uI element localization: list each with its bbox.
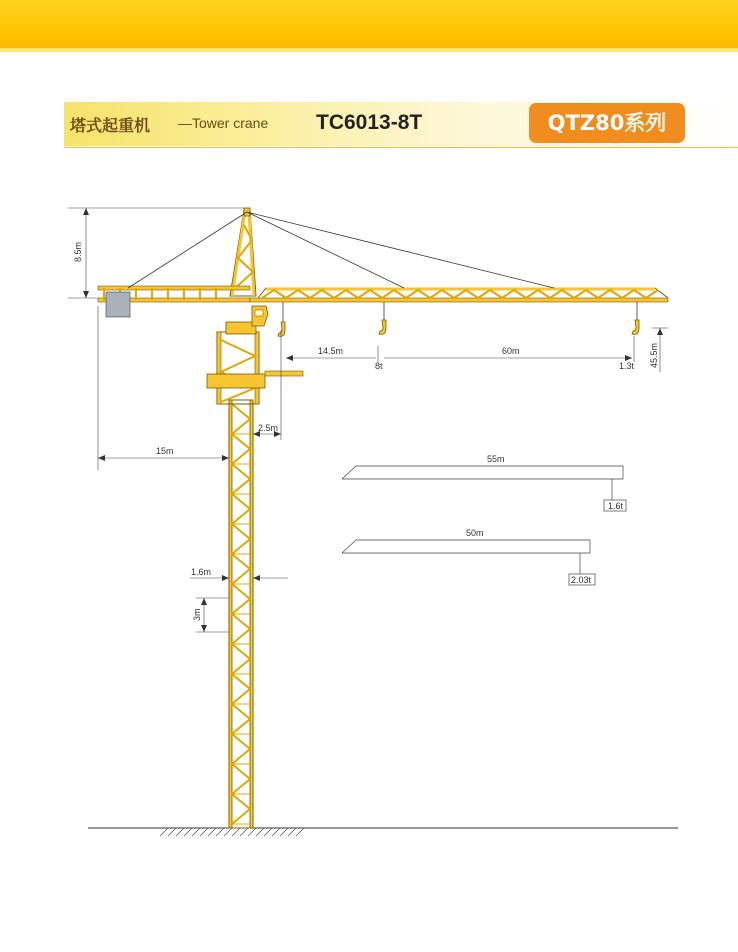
- alt-jib-55m-load: 1.6t: [608, 501, 624, 511]
- ground: [88, 828, 678, 836]
- hook-tip: [632, 302, 639, 334]
- counterweight: [106, 292, 130, 317]
- counter-jib: [98, 286, 250, 317]
- label-cab-offset: 2.5m: [258, 423, 279, 433]
- alt-jib-50m-load: 2.03t: [571, 575, 592, 585]
- hook-mid: [379, 302, 386, 334]
- series-badge: QTZ80系列: [529, 103, 685, 143]
- label-max-reach: 60m: [502, 346, 520, 356]
- model-number: TC6013-8T: [316, 111, 423, 134]
- climbing-frame: [207, 322, 303, 404]
- label-tip-load: 1.3t: [619, 361, 635, 371]
- dimension-arrows: [83, 208, 663, 632]
- tie-rods: [128, 212, 554, 288]
- title-english: —Tower crane: [178, 115, 269, 131]
- label-hook-height: 45.5m: [649, 342, 659, 368]
- hook-near: [278, 302, 285, 336]
- main-jib: [250, 288, 668, 302]
- hooks: [278, 302, 639, 336]
- label-near-load: 8t: [375, 361, 383, 371]
- label-mast-width: 1.6m: [191, 567, 212, 577]
- dimension-lines: [68, 208, 668, 632]
- tower-mast: [229, 400, 253, 828]
- alt-jib-50m: [342, 528, 595, 585]
- alt-jib-55m-length: 55m: [487, 454, 505, 464]
- label-near-reach: 14.5m: [318, 346, 344, 356]
- operator-cab: [252, 306, 268, 326]
- label-section-height: 3m: [192, 608, 202, 621]
- label-counter-jib: 15m: [156, 446, 174, 456]
- title-chinese: 塔式起重机: [70, 116, 151, 135]
- tower-top: [230, 208, 256, 296]
- alt-jib-50m-length: 50m: [466, 528, 484, 538]
- label-top-height: 8.5m: [73, 241, 83, 262]
- alt-jib-55m: [342, 454, 626, 511]
